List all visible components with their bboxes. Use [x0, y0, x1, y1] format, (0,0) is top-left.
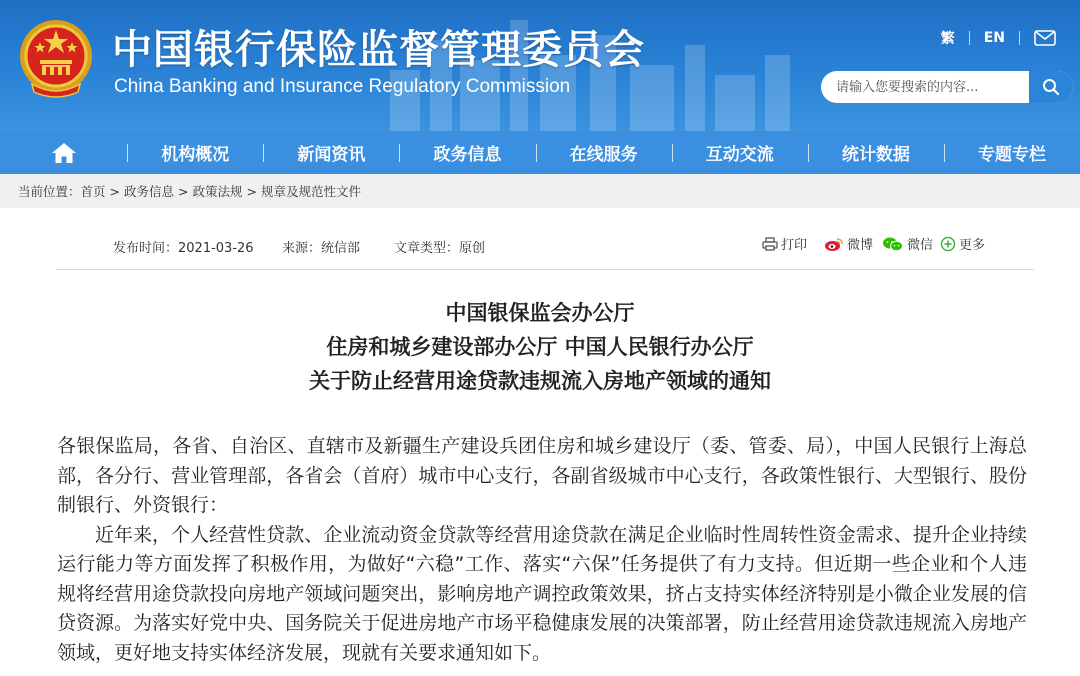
breadcrumb: [0, 174, 1080, 208]
more-label: 更多: [959, 238, 986, 253]
weibo-icon: [824, 236, 844, 252]
breadcrumb-separator: >: [178, 183, 189, 199]
article-title-line: 住房和城乡建设部办公厅 中国人民银行办公厅: [326, 335, 754, 359]
print-button[interactable]: [762, 234, 807, 253]
more-share-button[interactable]: [940, 234, 985, 253]
search-icon: [1042, 78, 1060, 96]
home-icon: [51, 142, 77, 164]
article-type: 文章类型：原创: [394, 241, 486, 256]
print-label: 打印: [781, 238, 808, 253]
breadcrumb-government-info[interactable]: 政务信息: [124, 184, 175, 199]
article-salutation: 各银保监局，各省、自治区、直辖市及新疆生产建设兵团住房和城乡建设厅（委、管委、局），中国人民银行上海总部，各分行、营业管理部，各省会（首府）城市中心支行，各副省级城市中心支行，各政策性银行、大型银行、股份制银行、外资银行：: [57, 435, 1027, 516]
nav-home[interactable]: [0, 131, 127, 174]
site-title-cn: 中国银行保险监督管理委员会: [112, 27, 645, 73]
search-box: [821, 71, 1073, 103]
article-body: [57, 432, 1027, 668]
top-links: [927, 28, 1056, 48]
traditional-chinese-link[interactable]: 繁: [940, 31, 955, 47]
english-link[interactable]: EN: [983, 30, 1005, 46]
plus-circle-icon: [940, 236, 956, 252]
main-nav: [0, 131, 1080, 174]
article-meta: [56, 230, 1034, 270]
article-title-line: 关于防止经营用途贷款违规流入房地产领域的通知: [309, 369, 771, 393]
wechat-icon: [882, 236, 904, 252]
nav-item-online-service[interactable]: 在线服务: [536, 131, 672, 174]
article-titles: [0, 296, 1080, 398]
nav-item-interaction[interactable]: 互动交流: [672, 131, 808, 174]
weibo-label: 微博: [847, 238, 874, 253]
article-title-line: 中国银保监会办公厅: [445, 301, 635, 325]
nav-item-news[interactable]: 新闻资讯: [263, 131, 399, 174]
breadcrumb-policy[interactable]: 政策法规: [192, 184, 243, 199]
search-button[interactable]: [1029, 71, 1073, 103]
publish-time: 发布时间：2021-03-26: [113, 241, 254, 256]
breadcrumb-prefix: 当前位置：: [18, 184, 81, 199]
divider: [1019, 31, 1020, 45]
weibo-share-button[interactable]: [824, 234, 873, 253]
national-emblem-icon: [18, 16, 94, 100]
mail-icon[interactable]: [1034, 30, 1056, 46]
breadcrumb-separator: >: [246, 183, 258, 199]
nav-item-statistics[interactable]: 统计数据: [808, 131, 944, 174]
nav-item-special-topics[interactable]: 专题专栏: [944, 131, 1080, 174]
search-input[interactable]: [821, 71, 1029, 103]
site-header: [0, 0, 1080, 131]
nav-item-government-info[interactable]: 政务信息: [399, 131, 535, 174]
article-paragraph: 近年来，个人经营性贷款、企业流动资金贷款等经营用途贷款在满足企业临时性周转性资金需求、提升企业持续运行能力等方面发挥了积极作用，为做好“六稳”工作、落实“六保”任务提供了有力支持。但近期一些企业和个人违规将经营用途贷款投向房地产领域问题突出，影响房地产调控政策效果，挤占支持实体经济特别是小微企业发展的信贷资源。为落实好党中央、国务院关于促进房地产市场平稳健康发展的决策部署，防止经营用途贷款违规流入房地产领域，更好地支持实体经济发展，现就有关要求通知如下。: [57, 523, 1027, 664]
breadcrumb-regulations[interactable]: 规章及规范性文件: [261, 184, 362, 199]
article-source: 来源：统信部: [282, 241, 361, 256]
printer-icon: [762, 237, 778, 251]
nav-item-organization[interactable]: 机构概况: [127, 131, 263, 174]
breadcrumb-home[interactable]: 首页: [80, 184, 106, 199]
site-title-en: China Banking and Insurance Regulatory Commission: [114, 76, 571, 97]
wechat-label: 微信: [907, 238, 934, 253]
wechat-share-button[interactable]: [882, 234, 933, 253]
breadcrumb-separator: >: [109, 183, 121, 199]
